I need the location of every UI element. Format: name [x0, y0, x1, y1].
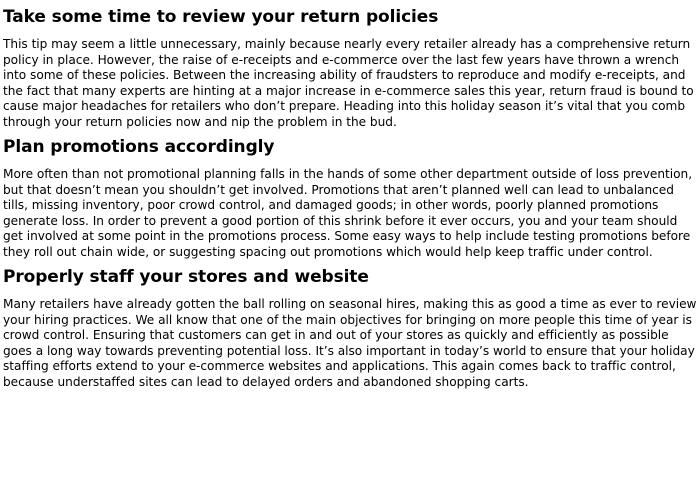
section-heading: Properly staff your stores and website — [3, 267, 369, 287]
section-paragraph: Many retailers have already gotten the ball rolling on seasonal hires, making this as good a time as ever to review your hiring practices. We all know that one of the main objectives for bringing on more people this time of year is crowd control. Ensuring that customers can get in and out of your stores as quickly and efficiently as possible goes a long way towards preventing potential loss. It’s also important in today’s world to ensure that your holiday staffing efforts extend to your e-commerce websites and applications. This again comes back to traffic control, because understaffed sites can lead to delayed orders and abandoned shopping carts. — [3, 297, 697, 389]
section-heading: Take some time to review your return policies — [3, 7, 439, 27]
section-promotions — [3, 136, 697, 260]
section-paragraph: More often than not promotional planning falls in the hands of some other department outside of loss prevention, but that doesn’t mean you shouldn’t get involved. Promotions that aren’t planned well can lead to unbalanced tills, missing inventory, poor crowd control, and damaged goods; in other words, poorly planned promotions generate loss. In order to prevent a good portion of this shrink before it ever occurs, you and your team should get involved at some point in the promotions process. Some easy ways to help include testing promotions before they roll out chain wide, or suggesting spacing out promotions which would help keep traffic under control. — [3, 167, 693, 259]
section-paragraph: This tip may seem a little unnecessary, mainly because nearly every retailer already has a comprehensive return policy in place. However, the raise of e-receipts and e-commerce over the last few years have thrown a wrench into some of these policies. Between the increasing ability of fraudsters to reproduce and modify e-receipts, and the fact that many experts are hinting at a major increase in e-commerce sales this year, return fraud is bound to cause major headaches for retailers who don’t prepare. Heading into this holiday season it’s vital that you comb through your return policies now and nip the problem in the bud. — [3, 37, 694, 129]
section-heading: Plan promotions accordingly — [3, 137, 275, 157]
section-staffing — [3, 266, 697, 390]
section-return-policies — [3, 6, 697, 130]
